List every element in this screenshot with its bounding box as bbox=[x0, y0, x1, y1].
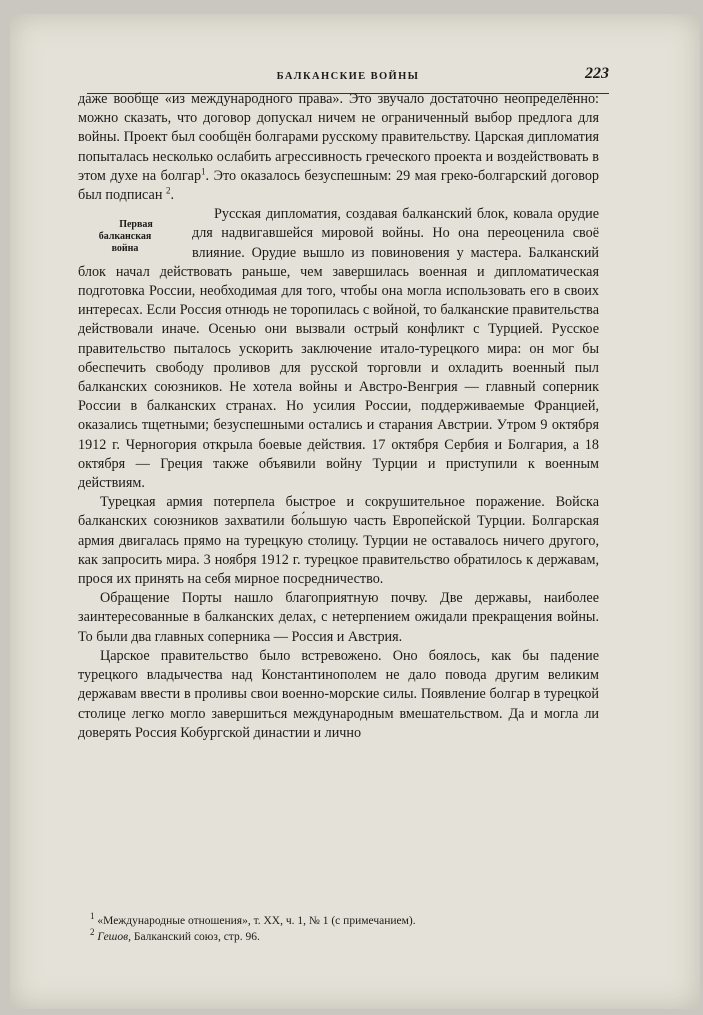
paragraph-1-tail: . Это оказалось безуспешным: 29 мая греко-болгарский договор был подписан bbox=[78, 167, 600, 204]
paragraph-3: Турецкая армия потерпела быстрое и сокрушительное поражение. Войска балканских союзников захватили бо́льшую часть Европейской Турции. Болгарская армия двигалась прямо на турецкую столицу. Турции не оставалось ничего другого, как запросить мира. 3 ноября 1912 г. турецкое правительство обратилось к державам, прося их принять на себя мирное посредничество. bbox=[78, 494, 599, 588]
margin-note-line-3: война bbox=[111, 243, 139, 255]
paragraph-1 bbox=[78, 90, 599, 205]
footnote-2-author: Гешов, bbox=[97, 931, 131, 943]
footnote-1-mark: 1 bbox=[90, 911, 95, 922]
paragraph-1-text: даже вообще «из международного права». Это звучало достаточно неопределённо: можно сказать, что договор допускал ничем не ограниченный выбор предлога для войны. Проект был сообщён болгарами русскому правительству. Царская дипломатия попыталась несколько ослабить агрессивность греческого проекта и воздействовать в этом духе на болгар bbox=[78, 91, 599, 184]
paragraph-2 bbox=[78, 205, 599, 493]
paragraph-1-end: . bbox=[170, 187, 175, 204]
paragraph-4: Обращение Порты нашло благоприятную почву. Две державы, наиболее заинтересованные в балканских делах, с нетерпением ожидали прекращения войны. То были два главных соперника — Россия и Австрия. bbox=[78, 590, 599, 645]
footnote-2-text: Балканский союз, стр. 96. bbox=[133, 931, 260, 943]
footnote-ref-2: 2 bbox=[165, 185, 171, 196]
running-title: БАЛКАНСКИЕ ВОЙНЫ bbox=[276, 71, 420, 82]
footnote-2 bbox=[82, 929, 598, 945]
footnote-ref-1: 1 bbox=[201, 166, 206, 177]
footnote-1-text: «Международные отношения», т. XX, ч. 1, № 1 (с примечанием). bbox=[97, 915, 416, 927]
margin-note-line-1: Первая bbox=[119, 219, 153, 231]
footnote-2-mark: 2 bbox=[90, 927, 95, 938]
footnotes bbox=[82, 913, 598, 945]
margin-note bbox=[66, 219, 184, 255]
footnote-1 bbox=[82, 913, 598, 929]
paragraph-2-text: Русская дипломатия, создавая балканский блок, ковала орудие для надвигавшейся мировой войны. Но она переоценила своё влияние. Орудие вышло из повиновения у мастера. Балканский блок начал действовать раньше, чем завершилась военная и дипломатическая подготовка России, необходимая для того, чтобы она могла использовать его в своих интересах. Если Россия отнюдь не торопилась с войной, то балканские правительства действовали иначе. Осенью они вызвали острый конфликт с Турцией. Русское правительство пыталось ускорить заключение итало-турецкого мира: он мог бы обеспечить свободу проливов для русской торговли и охладить военный пыл балканских союзников. Не хотела войны и Австро-Венгрия — главный соперник России в балканских странах. Но усилия России, поддерживаемые Францией, оказались тщетными; безуспешными остались и старания Австрии. Утром 9 октября 1912 г. Черногория открыла боевые действия. 17 октября Сербия и Болгария, а 18 октября — Греция также объявили войну Турции и приступили к военным действиям. bbox=[78, 206, 599, 492]
paragraph-5: Царское правительство было встревожено. Оно боялось, как бы падение турецкого владычества над Константинополем не дало повода другим великим державам ввести в проливы свои военно-морские силы. Появление болгар в турецкой столице легко могло завершиться международным вмешательством. Да и могла ли доверять Россия Кобургской династии и лично bbox=[78, 647, 599, 741]
page-number: 223 bbox=[585, 65, 609, 82]
margin-note-line-2: балканская bbox=[98, 231, 152, 243]
page-body bbox=[78, 90, 599, 743]
